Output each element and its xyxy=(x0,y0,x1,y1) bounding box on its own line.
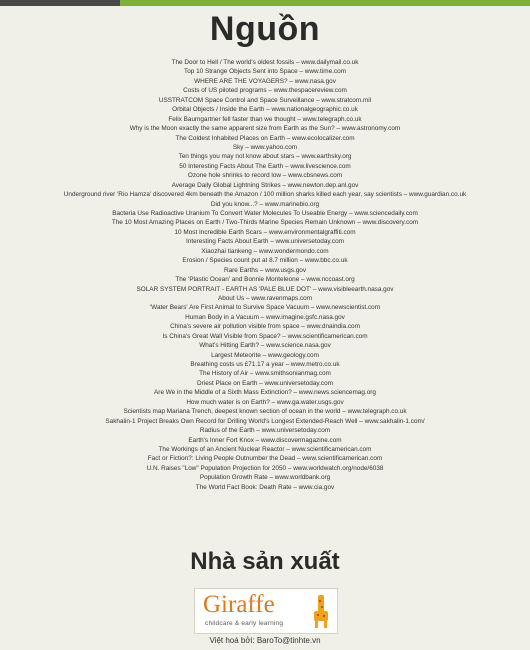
source-item: USSTRATCOM Space Control and Space Surveillance – www.stratcom.mil xyxy=(158,96,372,104)
source-item: Why is the Moon exactly the same apparent size from Earth as the Sun? – www.astronomy.com xyxy=(129,125,401,133)
source-item: Ozone hole shrinks to record low – www.cbsnews.com xyxy=(187,172,343,180)
source-item: Largest Meteorite – www.geology.com xyxy=(211,351,319,359)
source-item: How much water is on Earth? – www.ga.water.usgs.gov xyxy=(186,398,344,406)
source-item: Are We in the Middle of a Sixth Mass Extinction? – www.news.sciencemag.org xyxy=(154,389,376,397)
source-item: Is China's Great Wall Visible from Space? – www.scientificamerican.com xyxy=(162,332,368,340)
source-item: Rare Earths – www.usgs.gov xyxy=(223,266,307,274)
source-item: Earth's Inner Fort Knox – www.discovermagazine.com xyxy=(188,436,342,444)
source-item: The World Fact Book: Death Rate – www.cia.gov xyxy=(195,483,335,491)
source-item: Average Daily Global Lightning Strikes – www.newton.dep.anl.gov xyxy=(171,181,359,189)
source-item: Erosion / Species count put at 8.7 million – www.bbc.co.uk xyxy=(182,257,348,265)
sources-heading: Nguồn xyxy=(209,10,321,48)
source-item: About Us – www.ravenmaps.com xyxy=(217,294,313,302)
logo-tagline: childcare & early learning xyxy=(205,620,284,627)
source-item: The 10 Most Amazing Places on Earth / Two-Thirds Marine Species Remain Unknown – www.discovery.com xyxy=(111,219,419,227)
source-item: Breathing costs us £71.17 a year – www.metro.co.uk xyxy=(190,361,340,368)
source-item: Ten things you may not know about stars – www.earthsky.org xyxy=(178,153,352,161)
source-item: The Workings of an Ancient Nuclear Reactor – www.scientificamerican.com xyxy=(158,445,372,453)
source-item: Interesting Facts About Earth – www.universetoday.com xyxy=(186,238,344,246)
translation-credit: Việt hoá bởi: BaroTo@tinhte.vn xyxy=(209,636,321,645)
source-item: Orbital Objects / Inside the Earth – www.nationalgeographic.co.uk xyxy=(172,106,358,114)
source-item: Sky – www.yahoo.com xyxy=(232,143,298,151)
source-item: Driest Place on Earth – www.universetoday.com xyxy=(197,379,333,387)
source-item: 50 Interesting Facts About The Earth – www.livescience.com xyxy=(179,162,351,170)
source-item: What's Hitting Earth? – www.science.nasa.gov xyxy=(199,342,331,350)
source-item: Fact or Fiction?: Living People Outnumber the Dead – www.scientificamerican.com xyxy=(147,455,383,463)
logo-name: Giraffe xyxy=(203,591,275,618)
source-item: Xiaozhai tiankeng – www.wondermondo.com xyxy=(201,247,329,255)
producer-heading: Nhà sản xuất xyxy=(190,548,340,575)
source-item: Felix Baumgartner fell faster than we thought – www.telegraph.co.uk xyxy=(168,115,362,123)
source-item: The 'Plastic Ocean' and Bonnie Monteleone – www.nccoast.org xyxy=(175,276,355,284)
source-item: The Door to Hell / The world's oldest fossils – www.dailymail.co.uk xyxy=(171,59,359,66)
source-item: SOLAR SYSTEM PORTRAIT - EARTH AS 'PALE BLUE DOT' – www.visibleearth.nasa.gov xyxy=(136,285,394,293)
sources-list xyxy=(8,58,522,492)
source-item: The History of Air – www.smithsonianmag.com xyxy=(199,370,331,378)
giraffe-icon xyxy=(309,593,331,629)
source-item: The Coldest Inhabited Places on Earth – www.ecolocalizer.com xyxy=(175,134,355,142)
source-item: China's severe air pollution visible from space – www.dnaindia.com xyxy=(170,323,360,331)
source-item: Underground river 'Rio Hamza' discovered 4km beneath the Amazon / 100 million sharks killed each year, say scientists – www.guardian.co.uk xyxy=(63,191,467,199)
source-item: Scientists map Mariana Trench, deepest known section of ocean in the world – www.telegraph.co.uk xyxy=(123,408,407,416)
top-accent-bar xyxy=(0,0,530,6)
source-item: 10 Most Incredible Earth Scars – www.environmentalgraffiti.com xyxy=(174,228,356,236)
source-item: Population Growth Rate – www.worldbank.org xyxy=(199,474,331,482)
source-item: WHERE ARE THE VOYAGERS? – www.nasa.gov xyxy=(194,77,336,85)
source-item: Bacteria Use Radioactive Uranium To Convert Water Molecules To Useable Energy – www.sciencedaily.com xyxy=(112,210,418,217)
source-item: 'Water Bears' Are First Animal to Survive Space Vacuum – www.newscientist.com xyxy=(149,304,381,312)
source-item: Sakhalin-1 Project Breaks Own Record for Drilling World's Longest Extended-Reach Well – www.sakhalin-1.com/ xyxy=(105,417,425,425)
source-item: Costs of US piloted programs – www.thespacereview.com xyxy=(183,87,347,95)
top-accent-bar-dark xyxy=(0,0,120,6)
giraffe-logo xyxy=(194,588,338,634)
source-item: Radius of the Earth – www.universetoday.com xyxy=(199,427,331,435)
source-item: Top 10 Strange Objects Sent into Space – www.time.com xyxy=(184,68,346,76)
source-item: Did you know...? – www.marinebio.org xyxy=(210,200,320,208)
source-item: U.N. Raises "Low" Population Projection for 2050 – www.worldwatch.org/node/6038 xyxy=(146,464,384,472)
source-item: Human Body in a Vacuum – www.imagine.gsfc.nasa.gov xyxy=(185,313,345,321)
